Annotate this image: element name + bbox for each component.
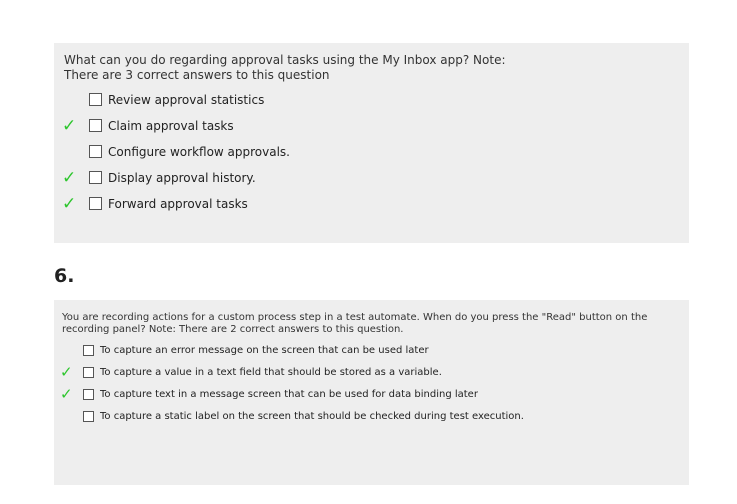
answer-label: To capture text in a message screen that can be used for data binding later [100,389,478,400]
checkbox[interactable] [89,93,102,106]
question-prompt: What can you do regarding approval tasks using the My Inbox app? Note: There are 3 correct answers to this question [64,53,506,82]
answer-label: Claim approval tasks [108,119,234,133]
answer-label: Forward approval tasks [108,197,248,211]
checkbox[interactable] [83,389,94,400]
answer-label: To capture a value in a text field that should be stored as a variable. [100,367,442,378]
answer-label: To capture an error message on the screen that can be used later [100,345,429,356]
checkbox[interactable] [89,119,102,132]
answer-option[interactable] [54,195,689,213]
correct-check-icon: ✓ [62,194,77,214]
correct-check-icon: ✓ [62,116,77,136]
correct-check-icon: ✓ [60,385,73,403]
checkbox[interactable] [89,145,102,158]
answer-label: Configure workflow approvals. [108,145,290,159]
question-prompt: You are recording actions for a custom process step in a test automate. When do you press the "Read" button on the recording panel? Note: There are 2 correct answers to this question. [62,312,648,335]
question-panel-1 [54,43,689,243]
answer-label: Review approval statistics [108,93,265,107]
question-number: 6. [54,265,75,287]
checkbox[interactable] [83,345,94,356]
checkbox[interactable] [89,171,102,184]
answer-label: Display approval history. [108,171,256,185]
correct-check-icon: ✓ [62,168,77,188]
answer-label: To capture a static label on the screen that should be checked during test execution. [100,411,524,422]
answer-option[interactable] [54,169,689,187]
checkbox[interactable] [89,197,102,210]
answer-option[interactable] [54,91,689,109]
answer-option[interactable] [54,117,689,135]
answer-option[interactable] [54,143,689,161]
checkbox[interactable] [83,411,94,422]
answer-option[interactable] [54,342,689,360]
answer-option[interactable] [54,386,689,404]
answer-option[interactable] [54,364,689,382]
correct-check-icon: ✓ [60,363,73,381]
answer-option[interactable] [54,408,689,426]
question-panel-2 [54,300,689,485]
checkbox[interactable] [83,367,94,378]
